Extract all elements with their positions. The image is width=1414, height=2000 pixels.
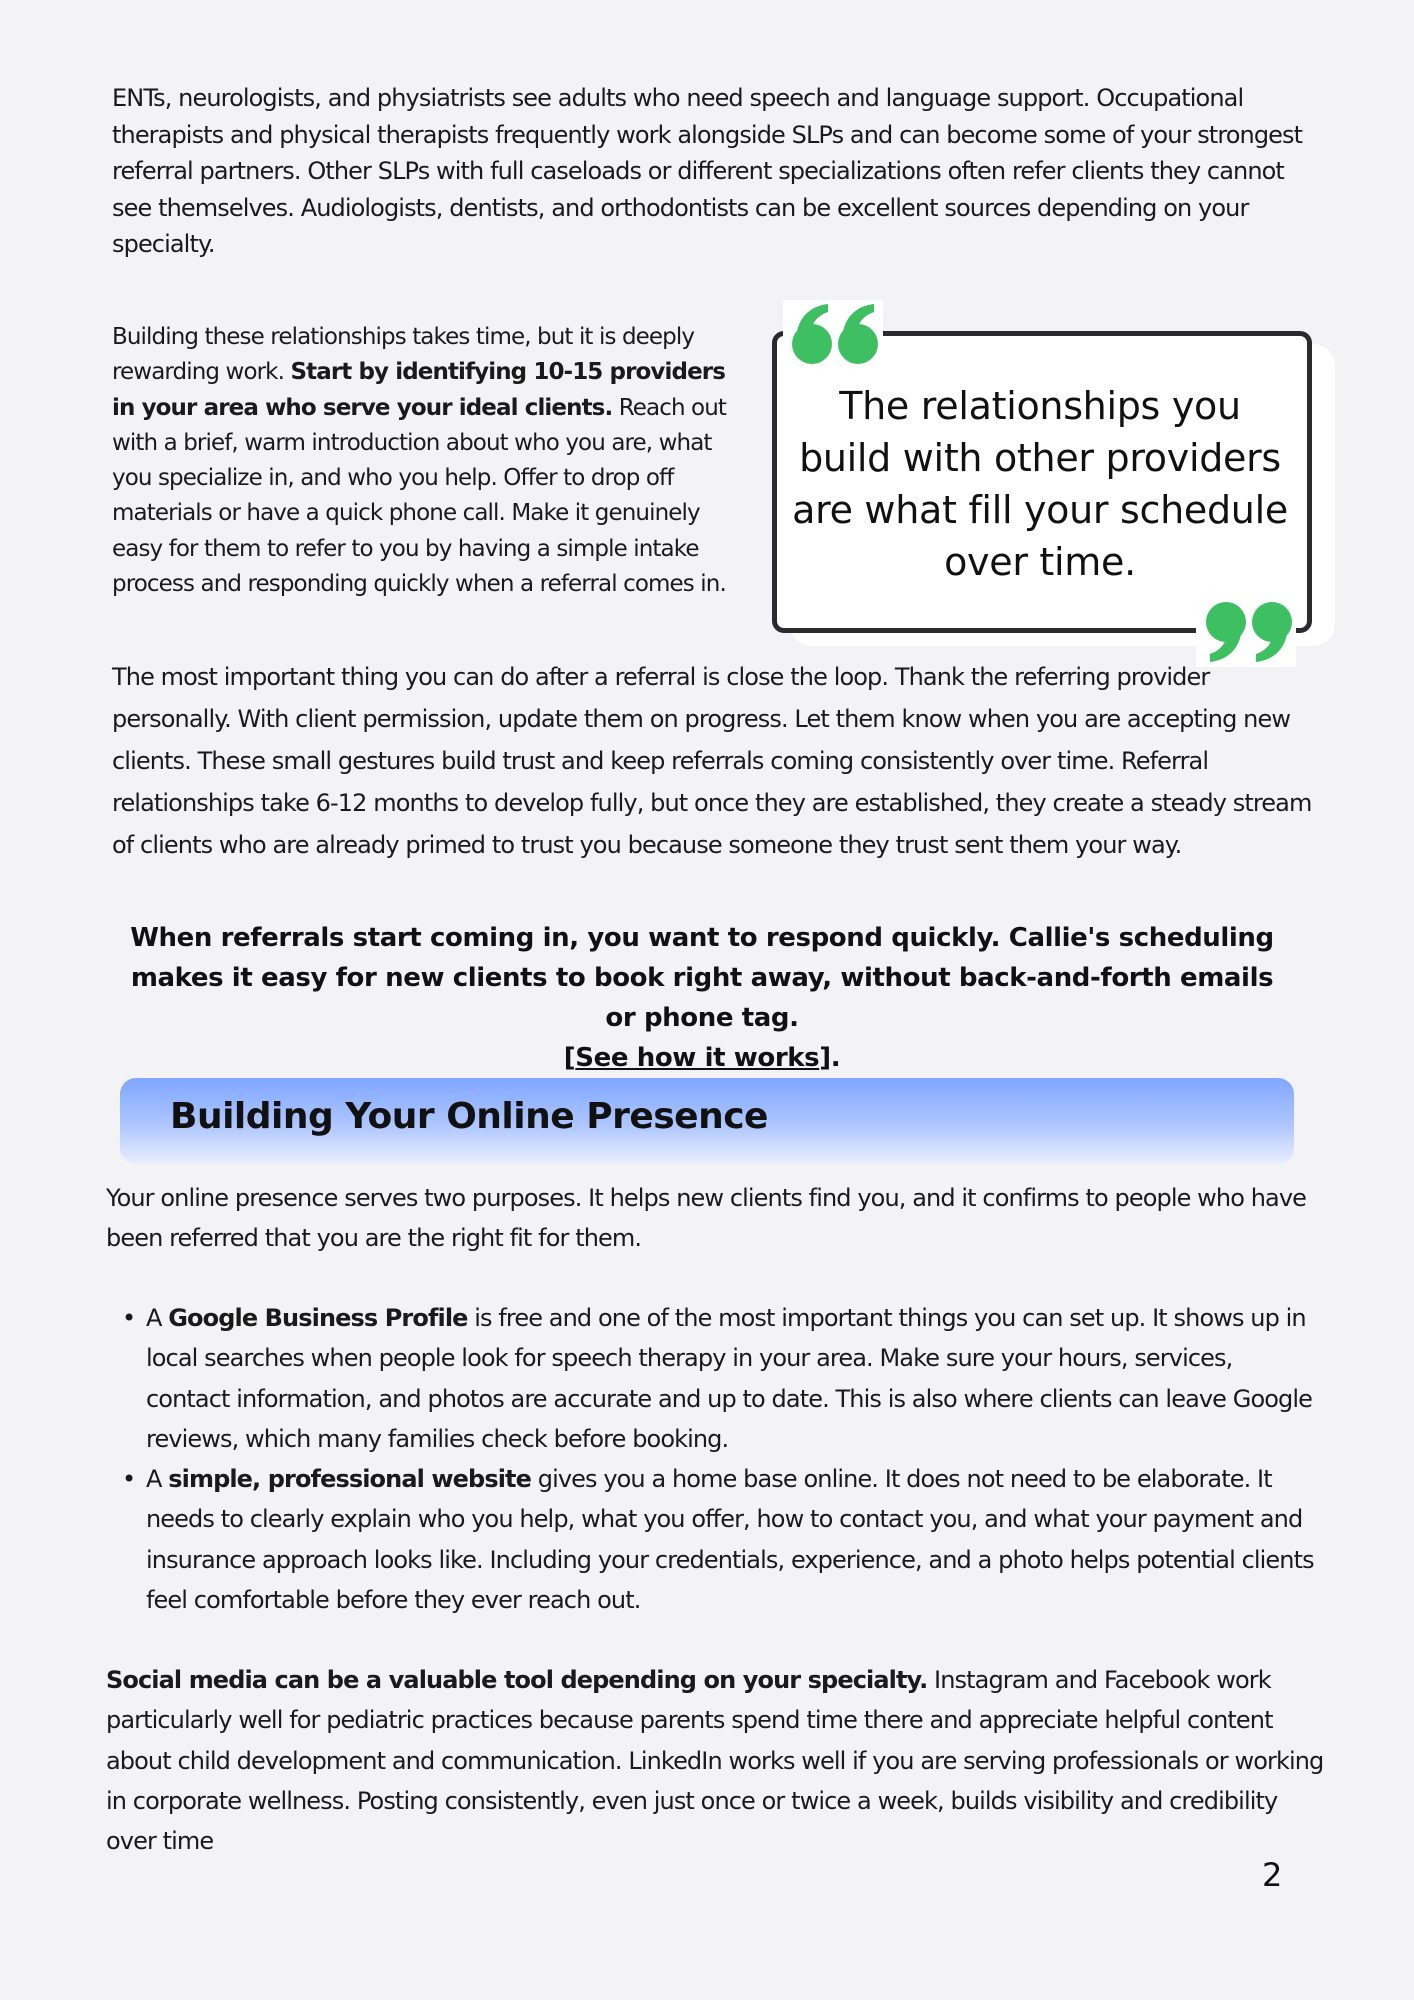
cta-bracket-close: ]. (819, 1043, 841, 1073)
see-how-it-works-link[interactable]: See how it works (575, 1043, 820, 1073)
after-referral-paragraph: The most important thing you can do after a referral is close the loop. Thank the referring provider personally. With client permission, update them on progress. Let them know when you are accepting new clients. These small gestures build trust and keep referrals coming consistently over time. Referral relationships take 6-12 months to develop fully, but once they are established, they create a steady stream of clients who are already primed to trust you because someone they trust sent them your way. (112, 663, 1312, 859)
social-rest: Instagram and Facebook work particularly well for pediatric practices because parents spend time there and appreciate helpful content about child development and communication. LinkedIn works well if you are serving professionals or working in corporate wellness. Posting consistently, even just once or twice a week, builds visibility and credibility over time (106, 1666, 1324, 1856)
list-item (106, 1459, 1316, 1620)
section-title: Building Your Online Presence (170, 1096, 768, 1137)
page-number: 2 (1262, 1856, 1283, 1894)
relationships-lead: Building these relationships takes time, but it is deeply rewarding work. (112, 324, 695, 386)
relationships-paragraph (112, 320, 752, 602)
open-quote-icon (790, 302, 882, 366)
list-item-text: gives you a home base online. It does not need to be elaborate. It needs to clearly explain who you help, what you offer, how to contact you, and what your payment and insurance approach looks like. Including your credentials, experience, and a photo helps potential clients feel comfortable before they ever reach out. (146, 1465, 1314, 1615)
social-media-paragraph (106, 1660, 1326, 1861)
list-item-prefix: A (146, 1304, 169, 1332)
bullet-marker: • (122, 1465, 136, 1494)
list-item-bold: simple, professional website (168, 1465, 531, 1494)
list-item-prefix: A (146, 1465, 169, 1494)
list-item-text: is free and one of the most important things you can set up. It shows up in local searches when people look for speech therapy in your area. Make sure your hours, services, contact information, and photos are accurate and up to date. This is also where clients can leave Google reviews, which many families check before booking. (146, 1304, 1313, 1453)
cta-text: When referrals start coming in, you want to respond quickly. Callie's scheduling makes it easy for new clients to book right away, without back-and-forth emails or phone tag. (130, 923, 1274, 1033)
relationships-bold: Start by identifying 10-15 providers in your area who serve your ideal clients. (112, 359, 726, 421)
list-item (106, 1298, 1316, 1459)
cta-bracket-open: [ (563, 1043, 576, 1073)
list-item-bold: Google Business Profile (168, 1304, 468, 1332)
cta-paragraph (112, 918, 1292, 1078)
online-presence-list (106, 1298, 1316, 1620)
close-quote-icon (1202, 600, 1294, 664)
bullet-marker: • (122, 1304, 136, 1332)
pull-quote-text: The relationships you build with other providers are what fill your schedule over time. (792, 384, 1288, 584)
online-presence-intro: Your online presence serves two purposes. It helps new clients find you, and it confirms to people who have been referred that you are the right fit for them. (106, 1184, 1307, 1252)
relationships-rest: Reach out with a brief, warm introduction about who you are, what you specialize in, and who you help. Offer to drop off materials or have a quick phone call. Make it genuinely easy for them to refer to you by having a simple intake process and responding quickly when a referral comes in. (112, 394, 727, 598)
social-bold: Social media can be a valuable tool depending on your specialty. (106, 1666, 928, 1694)
intro-paragraph: ENTs, neurologists, and physiatrists see adults who need speech and language support. Occupational therapists and physical therapists frequently work alongside SLPs and can become some of your strongest referral partners. Other SLPs with full caseloads or different specializations often refer clients they cannot see themselves. Audiologists, dentists, and orthodontists can be excellent sources depending on your specialty. (112, 84, 1303, 258)
